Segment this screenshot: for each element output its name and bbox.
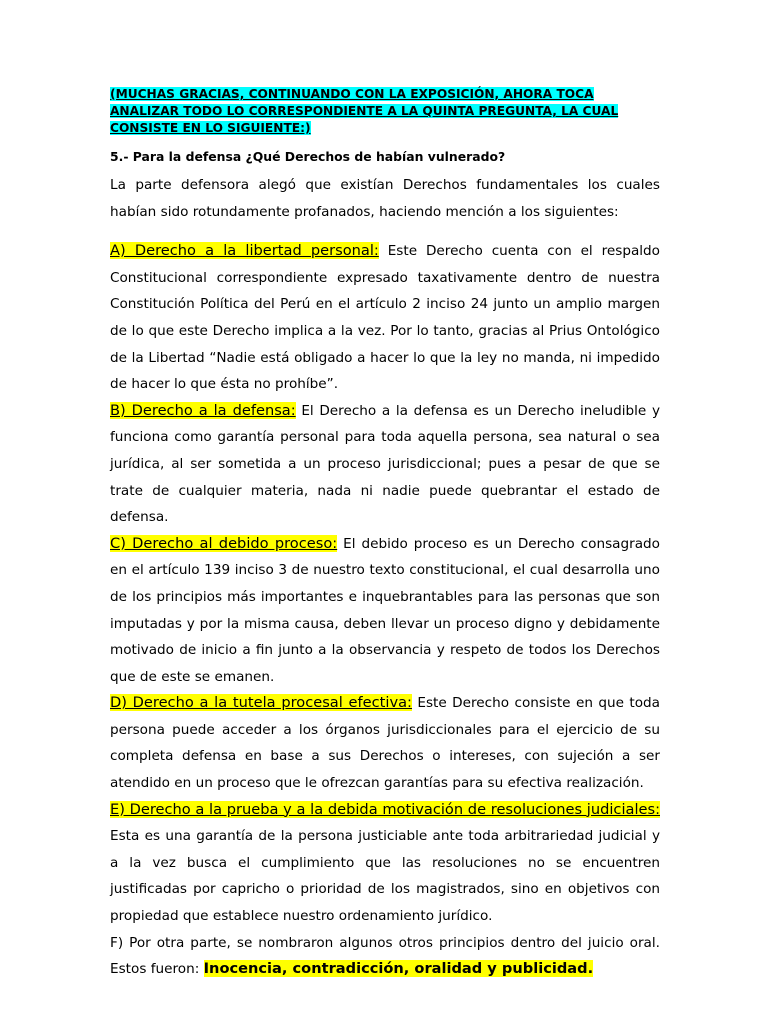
right-a-body: Este Derecho cuenta con el respaldo Constitucional correspondiente expresado taxativamente dentro de nuestra Constitución Política del Perú en el artículo 2 inciso 24 junto un amplio margen de lo que este Derecho implica a la vez. Por lo tanto, gracias al Prius Ontológico de la Libertad “Nadie está obligado a hacer lo que la ley no manda, ni impedido de hacer lo que ésta no prohíbe”. <box>110 243 660 393</box>
opening-paragraph: La parte defensora alegó que existían Derechos fundamentales los cuales habían sido rotundamente profanados, haciendo mención a los siguientes: <box>110 177 660 220</box>
closing-text: F) Por otra parte, se nombraron algunos otros principios dentro del juicio oral. Estos fueron: <box>110 934 660 978</box>
right-c-paragraph <box>110 531 660 691</box>
right-d-body: Este Derecho consiste en que toda persona puede acceder a los órganos jurisdiccionales para el ejercicio de su completa defensa en base a sus Derechos o intereses, con sujeción a ser atendido en un proceso que le ofrezcan garantías para su efectiva realización. <box>110 695 660 792</box>
right-b-body: El Derecho a la defensa es un Derecho ineludible y funciona como garantía personal para toda aquella persona, sea natural o sea jurídica, al ser sometida a un proceso jurisdiccional; pues a pesar de que se trate de cualquier materia, nada ni nadie puede quebrantar el estado de defensa. <box>110 402 660 526</box>
right-d-heading: D) Derecho a la tutela procesal efectiva: <box>110 694 412 712</box>
right-c-body: El debido proceso es un Derecho consagrado en el artículo 139 inciso 3 de nuestro texto constitucional, el cual desarrolla uno de los principios más importantes e inquebrantables para las personas que son imputadas y por la misma causa, deben llevar un proceso digno y debidamente motivado de inicio a fin junto a la observancia y respeto de todos los Derechos que de este se emanen. <box>110 535 660 685</box>
right-d-paragraph <box>110 690 660 796</box>
right-b-paragraph <box>110 398 660 531</box>
question-heading: 5.- Para la defensa ¿Qué Derechos de habían vulnerado? <box>110 149 506 164</box>
right-e-body: Esta es una garantía de la persona justiciable ante toda arbitrariedad judicial y a la vez busca el cumplimiento que las resoluciones no se encuentren justificadas por capricho o prioridad de los magistrados, sino en objetivos con propiedad que establece nuestro ordenamiento jurídico. <box>110 828 660 925</box>
right-a-heading: A) Derecho a la libertad personal: <box>110 242 379 260</box>
right-e-paragraph <box>110 797 660 930</box>
principles-highlight: Inocencia, contradicción, oralidad y publicidad. <box>203 960 594 978</box>
right-e-heading: E) Derecho a la prueba y a la debida motivación de resoluciones judiciales: <box>110 800 660 818</box>
right-a-paragraph <box>110 238 660 398</box>
intro-note <box>110 86 660 137</box>
intro-highlight: (MUCHAS GRACIAS, CONTINUANDO CON LA EXPOSICIÓN, AHORA TOCA ANALIZAR TODO LO CORRESPONDIENTE A LA QUINTA PREGUNTA, LA CUAL CONSISTE EN LO SIGUIENTE:) <box>110 87 619 135</box>
closing-paragraph <box>110 930 660 983</box>
document-page <box>110 86 660 983</box>
right-b-heading: B) Derecho a la defensa: <box>110 401 296 419</box>
right-c-heading: C) Derecho al debido proceso: <box>110 534 338 552</box>
